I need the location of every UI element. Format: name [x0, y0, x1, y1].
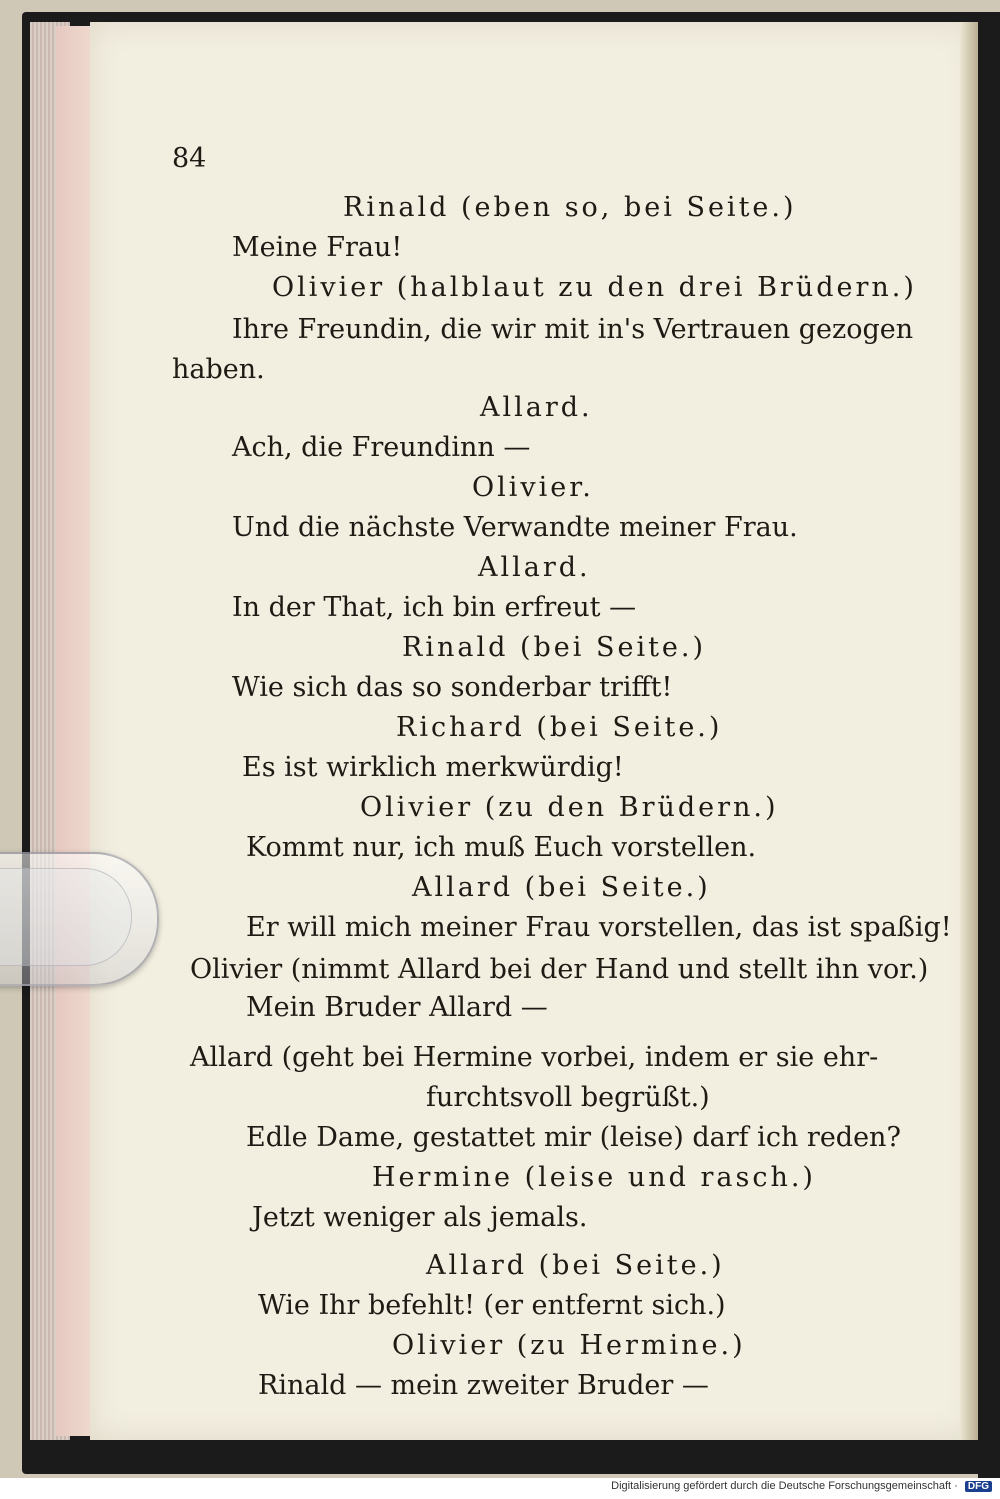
dfg-logo-icon: DFG	[965, 1481, 992, 1492]
dialogue-line: Ihre Freundin, die wir mit in's Vertrauen gezogen	[232, 314, 914, 345]
stage-direction: Allard (bei Seite.)	[412, 872, 711, 903]
stage-direction: Hermine (leise und rasch.)	[372, 1162, 816, 1193]
footer-band	[0, 1478, 1000, 1499]
speaker-name: Allard.	[480, 392, 593, 423]
stage-direction: Olivier (halblaut zu den drei Brüdern.)	[272, 272, 917, 303]
stage-direction: Rinald (bei Seite.)	[402, 632, 707, 663]
stage-direction: Olivier (nimmt Allard bei der Hand und stellt ihn vor.)	[190, 954, 929, 985]
page-block-edge	[56, 26, 94, 1436]
dialogue-line: Es ist wirklich merkwürdig!	[242, 752, 624, 783]
dialogue-line: Er will mich meiner Frau vorstellen, das ist spaßig!	[246, 912, 952, 943]
stage-direction: Allard (geht bei Hermine vorbei, indem er sie ehr-	[190, 1042, 879, 1073]
glass-page-holder	[0, 852, 159, 986]
dialogue-line: Wie sich das so sonderbar trifft!	[232, 672, 673, 703]
glass-reflection	[0, 868, 132, 966]
stage-direction: furchtsvoll begrüßt.)	[426, 1082, 710, 1113]
stage-direction: Allard (bei Seite.)	[426, 1250, 725, 1281]
dialogue-line: Edle Dame, gestattet mir (leise) darf ich reden?	[246, 1122, 901, 1153]
dialogue-line: Kommt nur, ich muß Euch vorstellen.	[246, 832, 757, 863]
stage-direction: Olivier (zu den Brüdern.)	[360, 792, 779, 823]
dialogue-line: In der That, ich bin erfreut —	[232, 592, 637, 623]
speaker-name: Allard.	[478, 552, 591, 583]
footer-credit	[611, 1480, 992, 1492]
right-border	[978, 12, 1000, 1478]
speaker-name: Olivier.	[472, 472, 594, 503]
stage-direction: Olivier (zu Hermine.)	[392, 1330, 746, 1361]
footer-credit-text: Digitalisierung gefördert durch die Deutsche Forschungsgemeinschaft ·	[611, 1480, 958, 1492]
dialogue-line: Ach, die Freundinn —	[232, 432, 531, 463]
page-gutter	[960, 22, 978, 1440]
dialogue-line: Wie Ihr befehlt! (er entfernt sich.)	[258, 1290, 726, 1321]
page-number: 84	[172, 143, 207, 174]
dialogue-line: Mein Bruder Allard —	[246, 992, 548, 1023]
stage-direction: Rinald (eben so, bei Seite.)	[343, 192, 797, 223]
dialogue-line: Meine Frau!	[232, 232, 403, 263]
dialogue-line: haben.	[172, 354, 265, 385]
dialogue-line: Jetzt weniger als jemals.	[252, 1202, 588, 1233]
dialogue-line: Rinald — mein zweiter Bruder —	[258, 1370, 709, 1401]
stage-direction: Richard (bei Seite.)	[396, 712, 723, 743]
dialogue-line: Und die nächste Verwandte meiner Frau.	[232, 512, 798, 543]
